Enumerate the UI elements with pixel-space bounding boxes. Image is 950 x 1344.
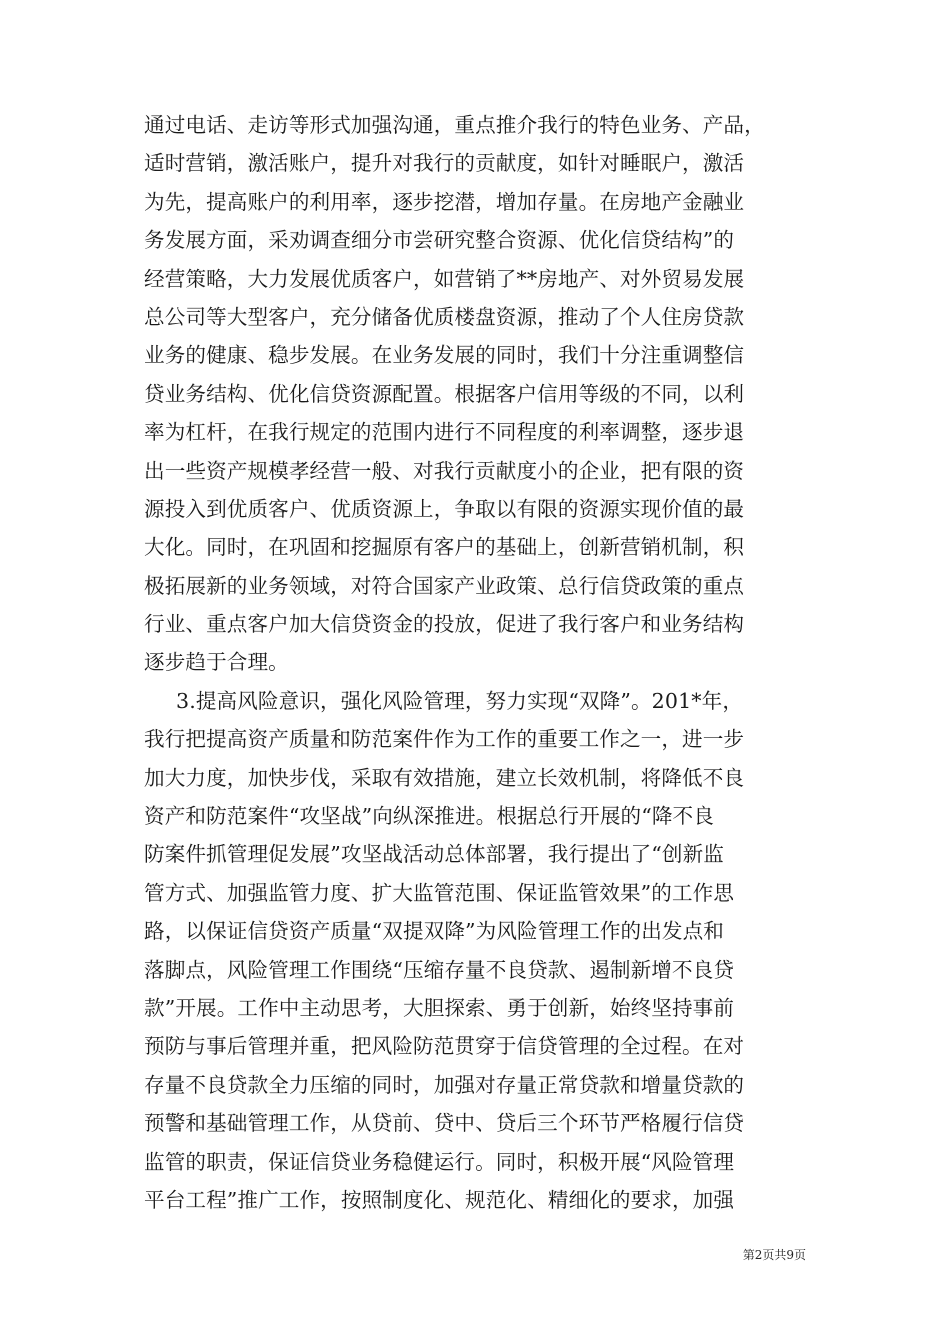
text-line: 存量不良贷款全力压缩的同时，加强对存量正常贷款和增量贷款的 xyxy=(144,1072,745,1097)
text-line: 总公司等大型客户，充分储备优质楼盘资源，推动了个人住房贷款 xyxy=(144,304,745,329)
text-line: 我行把提高资产质量和防范案件作为工作的重要工作之一，进一步 xyxy=(144,727,745,752)
text-line: 管方式、加强监管力度、扩大监管范围、保证监管效果”的工作思 xyxy=(144,880,735,905)
body-text xyxy=(144,106,814,1219)
text-line: 通过电话、走访等形式加强沟通，重点推介我行的特色业务、产品， xyxy=(144,113,765,137)
text-line: 出一些资产规模孝经营一般、对我行贡献度小的企业，把有限的资 xyxy=(144,458,745,483)
text-line: 监管的职责，保证信贷业务稳健运行。同时，积极开展“风险管理 xyxy=(144,1149,735,1174)
paragraph-1 xyxy=(144,106,814,682)
text-line: 路，以保证信贷资产质量“双提双降”为风险管理工作的出发点和 xyxy=(144,919,724,944)
text-line: 业务的健康、稳步发展。在业务发展的同时，我们十分注重调整信 xyxy=(144,343,745,368)
text-line: 贷业务结构、优化信贷资源配置。根据客户信用等级的不同，以利 xyxy=(144,381,745,406)
text-line: 预防与事后管理并重，把风险防范贯穿于信贷管理的全过程。在对 xyxy=(144,1034,745,1059)
text-line: 平台工程”推广工作，按照制度化、规范化、精细化的要求，加强 xyxy=(144,1187,735,1212)
text-line: 防案件抓管理促发展”攻坚战活动总体部署，我行提出了“创新监 xyxy=(144,842,724,867)
paragraph-2 xyxy=(144,682,814,1219)
text-line: 极拓展新的业务领域，对符合国家产业政策、总行信贷政策的重点 xyxy=(144,573,745,598)
text-line: 资产和防范案件“攻坚战”向纵深推进。根据总行开展的“降不良 xyxy=(144,804,714,829)
text-line: 加大力度，加快步伐，采取有效措施，建立长效机制，将降低不良 xyxy=(144,765,745,790)
page-number-indicator: 第2页共9页 xyxy=(742,1248,806,1262)
page-footer xyxy=(0,1247,950,1263)
text-line: 落脚点，风险管理工作围绕“压缩存量不良贷款、遏制新增不良贷 xyxy=(144,957,735,982)
text-line: 行业、重点客户加大信贷资金的投放，促进了我行客户和业务结构 xyxy=(144,612,745,637)
text-line: 经营策略，大力发展优质客户，如营销了**房地产、对外贸易发展 xyxy=(144,266,745,291)
text-line-indented: 3.提高风险意识，强化风险管理，努力实现“双降”。201*年， xyxy=(176,688,744,713)
text-line: 大化。同时，在巩固和挖掘原有客户的基础上，创新营销机制，积 xyxy=(144,535,745,560)
text-line: 源投入到优质客户、优质资源上，争取以有限的资源实现价值的最 xyxy=(144,496,745,521)
text-line: 率为杠杆，在我行规定的范围内进行不同程度的利率调整，逐步退 xyxy=(144,420,745,445)
text-line: 务发展方面，采劝调查细分市尝研究整合资源、优化信贷结构”的 xyxy=(144,228,735,253)
text-line: 逐步趋于合理。 xyxy=(144,650,289,675)
text-line: 预警和基础管理工作，从贷前、贷中、贷后三个环节严格履行信贷 xyxy=(144,1111,745,1136)
text-line: 款”开展。工作中主动思考，大胆探索、勇于创新，始终坚持事前 xyxy=(144,995,735,1020)
text-line: 适时营销，激活账户，提升对我行的贡献度，如针对睡眠户，激活 xyxy=(144,151,745,176)
text-line: 为先，提高账户的利用率，逐步挖潜，增加存量。在房地产金融业 xyxy=(144,189,745,214)
